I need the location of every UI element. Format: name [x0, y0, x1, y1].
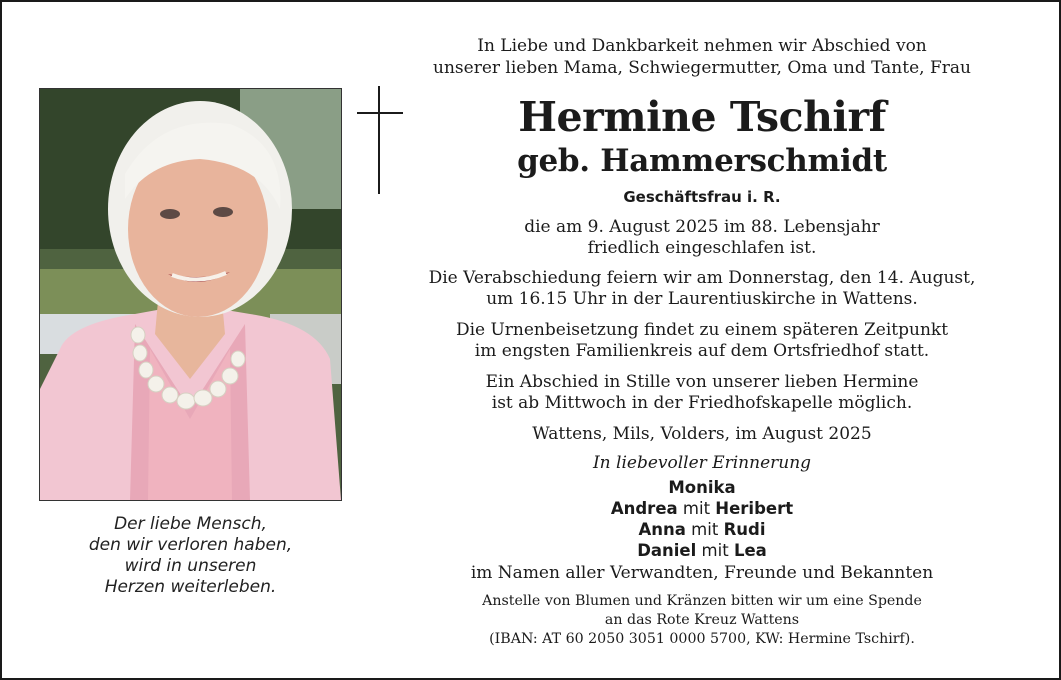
quote-line: wird in unseren: [124, 556, 257, 576]
memorial-quote: [39, 514, 342, 598]
quote-line: Der liebe Mensch,: [114, 514, 267, 534]
quote-line: Herzen weiterleben.: [104, 577, 277, 597]
intro-line: unserer lieben Mama, Schwiegermutter, Oma und Tante, Frau: [433, 58, 971, 78]
donation-line: Anstelle von Blumen und Kränzen bitten wir um eine Spende: [482, 593, 922, 609]
portrait-illustration: [40, 89, 341, 500]
quote-line: den wir verloren haben,: [88, 535, 293, 555]
family-line: [417, 520, 987, 539]
death-info-line: die am 9. August 2025 im 88. Lebensjahr: [524, 217, 880, 237]
silence-line: ist ab Mittwoch in der Friedhofskapelle möglich.: [491, 393, 913, 413]
deceased-name: Hermine Tschirf: [518, 93, 886, 141]
relatives-line: im Namen aller Verwandten, Freunde und Bekannten: [470, 563, 934, 583]
family-name: Rudi: [723, 520, 766, 539]
family-name: Monika: [668, 478, 736, 497]
farewell-line: Die Verabschiedung feiern wir am Donnerstag, den 14. August,: [428, 268, 976, 288]
family-name: Daniel: [637, 541, 697, 560]
remembrance-line: In liebevoller Erinnerung: [592, 453, 812, 473]
family-connector: mit: [691, 520, 719, 539]
family-name: Andrea: [610, 499, 678, 518]
family-line: [417, 541, 987, 560]
donation-line: an das Rote Kreuz Wattens: [604, 612, 800, 628]
donation-line: (IBAN: AT 60 2050 3051 0000 5700, KW: Hermine Tschirf).: [489, 631, 915, 647]
family-line: [417, 499, 987, 518]
farewell-line: um 16.15 Uhr in der Laurentiuskirche in Wattens.: [486, 289, 918, 309]
profession: Geschäftsfrau i. R.: [623, 188, 781, 206]
family-name: Heribert: [715, 499, 794, 518]
urn-line: im engsten Familienkreis auf dem Ortsfriedhof statt.: [474, 341, 930, 361]
family-connector: mit: [701, 541, 729, 560]
silence-line: Ein Abschied in Stille von unserer lieben Hermine: [485, 372, 919, 392]
urn-line: Die Urnenbeisetzung findet zu einem späteren Zeitpunkt: [455, 320, 949, 340]
place-date: Wattens, Mils, Volders, im August 2025: [532, 424, 872, 444]
family-name: Anna: [638, 520, 686, 539]
cross-icon: [357, 86, 403, 194]
intro-line: In Liebe und Dankbarkeit nehmen wir Abschied von: [477, 36, 927, 56]
family-name: Lea: [733, 541, 767, 560]
death-info-line: friedlich eingeschlafen ist.: [587, 238, 817, 258]
family-line: [417, 478, 987, 497]
portrait-photo: [39, 88, 342, 501]
family-connector: mit: [682, 499, 711, 518]
maiden-name: geb. Hammerschmidt: [517, 143, 887, 179]
